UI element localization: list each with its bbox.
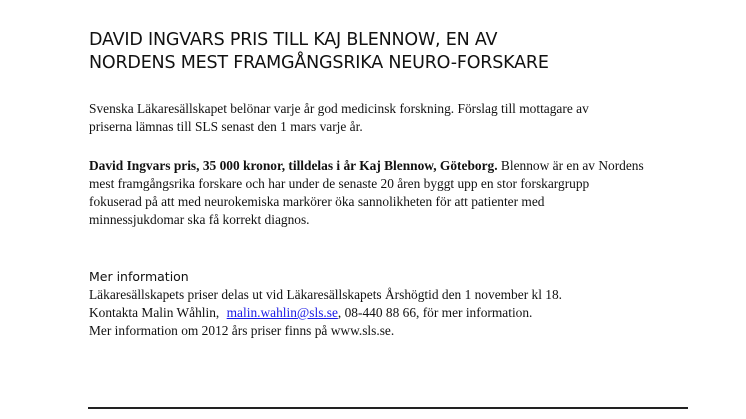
prize-line-2: mest framgångsrika forskare och har under de senaste 20 åren byggt upp en stor forskargrupp xyxy=(89,176,590,191)
page-title xyxy=(89,29,649,75)
document-page xyxy=(88,0,688,419)
email-link[interactable]: malin.wahlin@sls.se xyxy=(226,305,338,320)
title-line-2: NORDENS MEST FRAMGÅNGSRIKA NEURO-FORSKARE xyxy=(89,53,549,73)
prize-bold-lead: David Ingvars pris, 35 000 kronor, tilldelas i år Kaj Blennow, Göteborg. xyxy=(89,158,498,173)
prize-line-3: fokuserad på att med neurokemiska markörer öka sannolikheten för att patienter med xyxy=(89,194,545,209)
intro-line-1: Svenska Läkaresällskapet belönar varje år god medicinsk forskning. Förslag till mottagare av xyxy=(89,101,589,116)
intro-line-2: priserna lämnas till SLS senast den 1 mars varje år. xyxy=(89,119,363,134)
title-line-1: DAVID INGVARS PRIS TILL KAJ BLENNOW, EN AV xyxy=(89,30,498,50)
prize-line-1 xyxy=(89,157,649,175)
contact-prefix: Kontakta Malin Wåhlin, xyxy=(89,305,223,320)
prize-line-4: minnessjukdomar ska få korrekt diagnos. xyxy=(89,212,310,227)
more-info-line-3: Mer information om 2012 års priser finns på www.sls.se. xyxy=(89,323,395,338)
contact-line xyxy=(89,304,649,322)
intro-paragraph xyxy=(89,100,649,136)
contact-suffix: , 08-440 88 66, för mer information. xyxy=(337,305,533,320)
footer-divider xyxy=(88,407,688,409)
prize-line-1-rest: Blennow är en av Nordens xyxy=(497,158,644,173)
more-info-paragraph xyxy=(89,286,649,340)
more-info-heading: Mer information xyxy=(89,269,189,284)
more-info-line-1: Läkaresällskapets priser delas ut vid Läkaresällskapets Årshögtid den 1 november kl 18. xyxy=(89,287,563,302)
prize-paragraph xyxy=(89,157,649,229)
